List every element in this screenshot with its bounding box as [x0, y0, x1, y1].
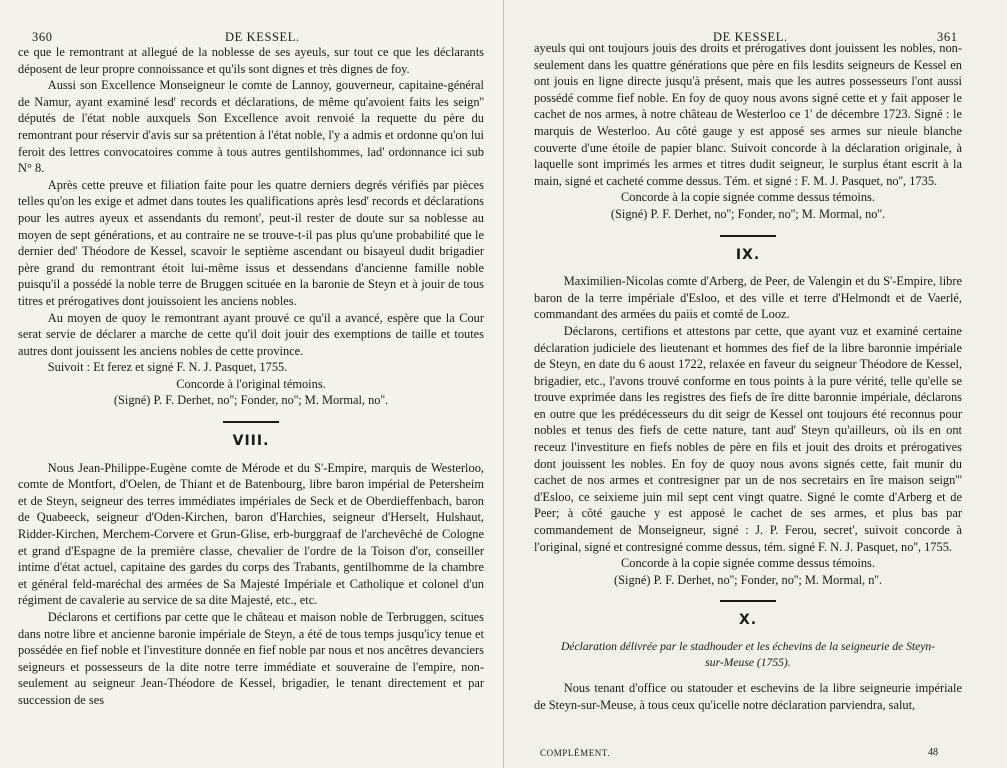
book-gutter [503, 0, 504, 768]
section-heading-ix [534, 235, 962, 264]
paragraph: Au moyen de quoy le remontrant ayant prouvé ce qu'il a avancé, espère que la Cour serat servie de déclarer a marche de cette qu'il doit jouir des exemptions de taille et toutes autres dont jouissent les anciens nobles de cette province. [18, 310, 484, 358]
section-rule [223, 421, 279, 423]
right-page-footer [503, 744, 1006, 758]
paragraph: ayeuls qui ont toujours jouis des droits et prérogatives dont jouissent les nobles, non-seulement dans les quattre générations que père en fils lesdits seigneurs de Kessel en ont jouis en ligne directe jusqu'à présent, mais que les autres possesseurs l'ont aussi possédé comme fief noble. En foy de quoy nous avons signé cette et y fait apposer le cachet de nos armes, à notre château de Westerloo ce 1' de décembre 1723. Signé : le marquis de Westerloo. Au côté gauge y est apposé ses armes sur nieule blanche couverte d'une étoile de papier blanc. Suivoit concorde à la déclaration originale, à laquelle sont imprimés les armes et titres dudit seigneur, le surplus étant escrit à la main, signé et cacheté comme dessus. Tém. et signé : F. M. J. Pasquet, no'', 1735. [534, 41, 962, 188]
signature-line: (Signé) P. F. Derhet, no''; Fonder, no''; M. Mormal, n''. [614, 572, 882, 587]
footer-label: COMPLÉMENT. [540, 748, 611, 758]
section-rule [720, 235, 776, 237]
left-page-number: 360 [32, 30, 53, 44]
concorde-line: Concorde à la copie signée comme dessus témoins. [621, 556, 875, 571]
paragraph: Nous Jean-Philippe-Eugène comte de Mérode et du S'-Empire, marquis de Westerloo, comte de Montfort, d'Oelen, de Thiant et de Batenbourg, libre baron impérial de Petersheim et de Steyn, seigneur des terres immédiates impériales de Seck et de Oberdieffenbach, baron de Quabeeck, seigneur d'Oden-Kirchen, baron d'Harchies, seigneur d'Herselt, Hulshaut, Ridder-Kirchen, Merchem-Corvere et Grun-Glise, erb-burggraaf de l'archevêché de Cologne et grand d'Espagne de la première classe, chevalier de l'ordre de la Toison d'or, conseiller intime d'état actuel, capitaine des gardes du corps des Trabants, gentilhomme de la chambre et général feld-maréchal des armées de Sa Majesté Impériale et Catholique et colonel d'un régiment de cavalerie au service de sa dite Majesté, etc., etc. [18, 460, 484, 608]
section-heading-x [534, 600, 962, 629]
left-page-body [18, 44, 484, 709]
paragraph: Déclarons et certifions par cette que le château et maison noble de Terbruggen, scitues dans notre libre et ancienne baronie impériale de Steyn, a été de tous temps jusqu'icy tenue et possédée en fief noble et l'investiture donnée en fief noble par nous et nos ancêtres devanciers seigneurs et possesseurs de la dite notre terre immédiate et souveraine de l'empire, non-seulement au seigneur Jean-Théodore de Kessel, brigadier, le tenant directement et par succession de ses [18, 610, 484, 707]
right-page-number: 361 [937, 30, 958, 44]
section-number: X. [738, 612, 758, 629]
right-page-body [534, 40, 962, 713]
section-number: VIII. [232, 433, 270, 450]
paragraph: ce que le remontrant at allegué de la noblesse de ses ayeuls, sur tout ce que les déclarants déposent de leur propre connoissance et qu'ils sont dignes et très dignes de foy. [18, 45, 484, 76]
paragraph: Aussi son Excellence Monseigneur le comte de Lannoy, gouverneur, capitaine-général de Namur, ayant examiné lesd' records et déclarations, de même qu'avoient faits les seign'' députés de l'état noble auxquels Son Excellence avoit renvoié la requette du père du remontrant pour réservir d'avis sur sa prétention à l'état noble, l'y a admis et ordonne qu'on lui feroit des lettres convocatoires comme à tous autres gentilshommes, lad' ordonnance ici sub N° 8. [18, 78, 484, 176]
footer-signature-number: 48 [928, 747, 938, 758]
signature-line: (Signé) P. F. Derhet, no''; Fonder, no''; M. Mormal, no''. [113, 393, 389, 408]
left-page [0, 0, 503, 768]
section-number: IX. [735, 246, 761, 263]
declaration-title: Déclaration délivrée par le stadhouder et les échevins de la seigneurie de Steyn-sur-Meuse (1755). [560, 640, 936, 669]
section-rule [720, 600, 776, 602]
paragraph: Déclarons, certifions et attestons par cette, que ayant vuz et examiné certaine déclaration judiciele des lieutenant et hommes des fief de la libre baronnie impériale de Steyn, en date du 6 aoust 1722, relaxée en faveur du seigneur Théodore de Kessel, brigadier, etc., l'avons trouvé conforme en tous points à la pure vérité, telle qu'elle se trouve exprimée dans les registres des fiefs de îre ditte baronnie impériale, déclarons en outre que les prédécesseurs du dit seigr de Kessel ont toujours été reconnus pour nobles et tenus des fiefs de cette nature, tant aud' Steyn qu'ailleurs, où ils en ont receuz l'investiture en fiefs nobles de père en fils et jouit des droits et prérogatives dont jouissent les nobles. En foy de quoy nous avons signés cette, fait munir du cachet de nos armes et contresigner par un de nos secretairs en îre maison seign''' d'Esloo, ce seixieme juin mil sept cent vingt quatre. Signé le comte d'Arberg et de Peer; à côté gauche y est apposé le cachet de ses armes, et plus bas par commandement de Monseigneur, signé : J. P. Ferou, secret', suivoit concorde à l'original, signé et contresigné comme dessus, tém. signé F. N. J. Pasquet, no'', 1755. [534, 323, 962, 554]
right-running-title: DE KESSEL. [713, 30, 788, 44]
paragraph: Suivoit : Et ferez et signé F. N. J. Pasquet, 1755. [47, 360, 288, 375]
paragraph: Nous tenant d'office ou statouder et eschevins de la libre seigneurie impériale de Steyn-sur-Meuse, à tous ceux qu'icelle notre déclaration parviendra, salut, [534, 681, 962, 712]
paragraph: Après cette preuve et filiation faite pour les quatre derniers degrés vérifiés par pièces telles qu'on les exige et admet dans toutes les qualifications après lesd' records et déclarations pour les autres ayeux et assendants du remont', peut-il rester de doute sur sa noblesse au moyen de sept générations, et au contraire ne se trouve-t-il pas plus qu'une probabilité que le dernier ded' Théodore de Kessel, scavoir le septième ascendant ou bisayeul dudit brigadier père grand du remontrant étoit lui-même issus et dessendans d'ancienne famille noble puisqu'il a possédé la noble terre de Bruggen scituée en la baronie de Steyn et à jouir de tous titres et prérogatives dont jouissoient les anciens nobles. [18, 177, 484, 308]
left-running-title: DE KESSEL. [225, 30, 300, 44]
signature-line: (Signé) P. F. Derhet, no''; Fonder, no''; M. Mormal, no''. [610, 206, 886, 221]
paragraph: Maximilien-Nicolas comte d'Arberg, de Peer, de Valengin et du S'-Empire, libre baron de la terre impériale d'Esloo, et des ville et terre d'Helmondt et de Vaerlé, commandant des armées du paiis et comté de Looz. [534, 274, 962, 322]
concorde-line: Concorde à la copie signée comme dessus témoins. [621, 190, 875, 205]
right-page [503, 0, 1006, 768]
section-heading-viii [18, 421, 484, 450]
concorde-line: Concorde à l'original témoins. [176, 376, 326, 391]
